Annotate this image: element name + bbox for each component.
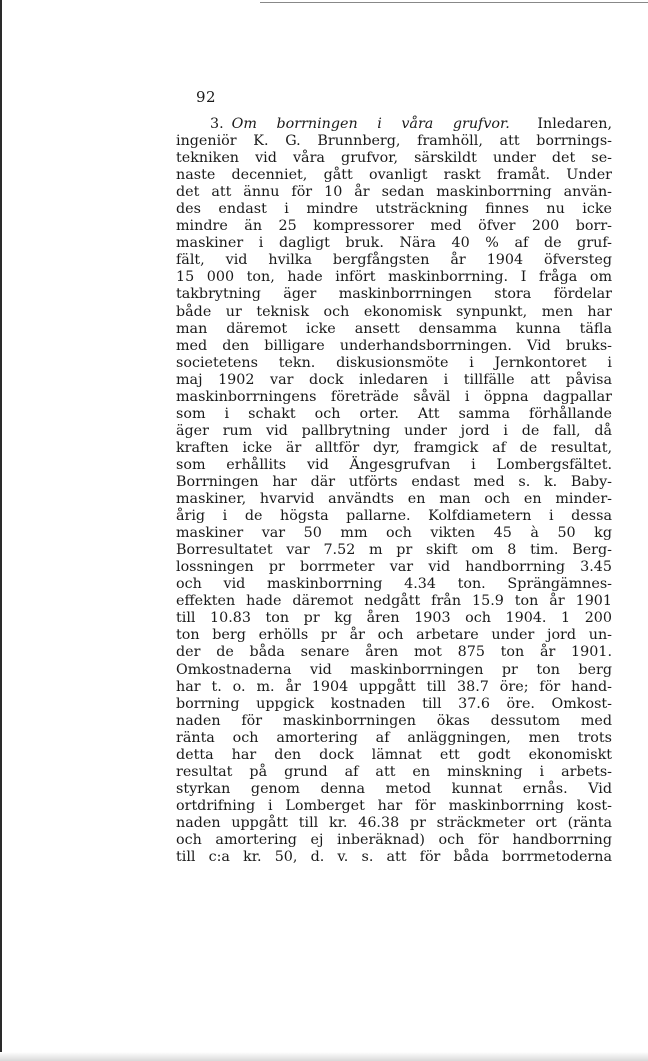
text-line: fält, vid hvilka bergfångsten år 1904 öfversteg xyxy=(176,252,612,269)
text-line: och amortering ej inberäknad) och för handborrning xyxy=(176,831,612,848)
text-line: kraften icke är alltför dyr, framgick af de resultat, xyxy=(176,439,612,456)
text-line: ränta och amortering af anläggningen, men trots xyxy=(176,729,612,746)
text-line: som erhållits vid Ängesgrufvan i Lombergsfältet. xyxy=(176,456,612,473)
top-rule xyxy=(260,2,648,3)
first-line-rest: Inledaren, xyxy=(537,116,613,132)
text-line: årig i de högsta pallarne. Kolfdiametern i dessa xyxy=(176,508,612,525)
text-line: mindre än 25 kompressorer med öfver 200 borr- xyxy=(176,218,612,235)
paragraph-number: 3. xyxy=(210,116,224,132)
text-line: lossningen pr borrmeter var vid handborrning 3.45 xyxy=(176,559,612,576)
text-line: maskiner, hvarvid användts en man och en minder- xyxy=(176,491,612,508)
text-line: 15 000 ton, hade infört maskinborrning. I fråga om xyxy=(176,269,612,286)
page-number: 92 xyxy=(196,88,217,106)
text-line: med den billigare underhandsborrningen. Vid bruks- xyxy=(176,337,612,354)
text-line: tekniken vid våra grufvor, särskildt under det se- xyxy=(176,150,612,167)
text-line: det att ännu för 10 år sedan maskinborrning använ- xyxy=(176,184,612,201)
text-line: ingeniör K. G. Brunnberg, framhöll, att borrnings- xyxy=(176,133,612,150)
text-line: naste decenniet, gått ovanligt raskt framåt. Under xyxy=(176,167,612,184)
text-line: ortdrifning i Lomberget har för maskinborrning kost- xyxy=(176,797,612,814)
text-line: som i schakt och orter. Att samma förhållande xyxy=(176,405,612,422)
text-line: maskiner i dagligt bruk. Nära 40 % af de gruf- xyxy=(176,235,612,252)
paragraph-heading: Om borrningen i våra grufvor. xyxy=(231,116,510,132)
text-line: borrning uppgick kostnaden till 37.6 öre. Omkost- xyxy=(176,695,612,712)
paragraph-lines xyxy=(176,133,612,866)
text-line: effekten hade däremot nedgått från 15.9 ton år 1901 xyxy=(176,593,612,610)
text-line: har t. o. m. år 1904 uppgått till 38.7 öre; för hand- xyxy=(176,678,612,695)
text-line: till 10.83 ton pr kg åren 1903 och 1904. 1 200 xyxy=(176,610,612,627)
text-line: maskiner var 50 mm och vikten 45 à 50 kg xyxy=(176,525,612,542)
scan-left-edge xyxy=(0,0,2,1061)
scan-bottom-edge xyxy=(0,1052,648,1061)
text-line: och vid maskinborrning 4.34 ton. Sprängämnes- xyxy=(176,576,612,593)
text-line: både ur teknisk och ekonomisk synpunkt, men har xyxy=(176,303,612,320)
paragraph-first-line xyxy=(176,116,612,133)
text-line: man däremot icke ansett densamma kunna täfla xyxy=(176,320,612,337)
text-line: resultat på grund af att en minskning i arbets- xyxy=(176,763,612,780)
text-line: naden uppgått till kr. 46.38 pr sträckmeter ort (ränta xyxy=(176,814,612,831)
text-line: societetens tekn. diskusionsmöte i Jernkontoret i xyxy=(176,354,612,371)
text-line: detta har den dock lämnat ett godt ekonomiskt xyxy=(176,746,612,763)
text-line: der de båda senare åren mot 875 ton år 1901. xyxy=(176,644,612,661)
text-line: maskinborrningens företräde såväl i öppna dagpallar xyxy=(176,388,612,405)
text-line: Omkostnaderna vid maskinborrningen pr ton berg xyxy=(176,661,612,678)
text-line: styrkan genom denna metod kunnat ernås. Vid xyxy=(176,780,612,797)
text-line: naden för maskinborrningen ökas dessutom med xyxy=(176,712,612,729)
body-text xyxy=(176,116,612,866)
text-line: maj 1902 var dock inledaren i tillfälle att påvisa xyxy=(176,371,612,388)
text-line: ton berg erhölls pr år och arbetare under jord un- xyxy=(176,627,612,644)
text-line: äger rum vid pallbrytning under jord i de fall, då xyxy=(176,422,612,439)
text-line: Borrningen har där utförts endast med s. k. Baby- xyxy=(176,473,612,490)
text-line: Borresultatet var 7.52 m pr skift om 8 tim. Berg- xyxy=(176,542,612,559)
text-line: des endast i mindre utsträckning finnes nu icke xyxy=(176,201,612,218)
text-line: takbrytning äger maskinborrningen stora fördelar xyxy=(176,286,612,303)
text-line: till c:a kr. 50, d. v. s. att för båda borrmetoderna xyxy=(176,849,612,866)
